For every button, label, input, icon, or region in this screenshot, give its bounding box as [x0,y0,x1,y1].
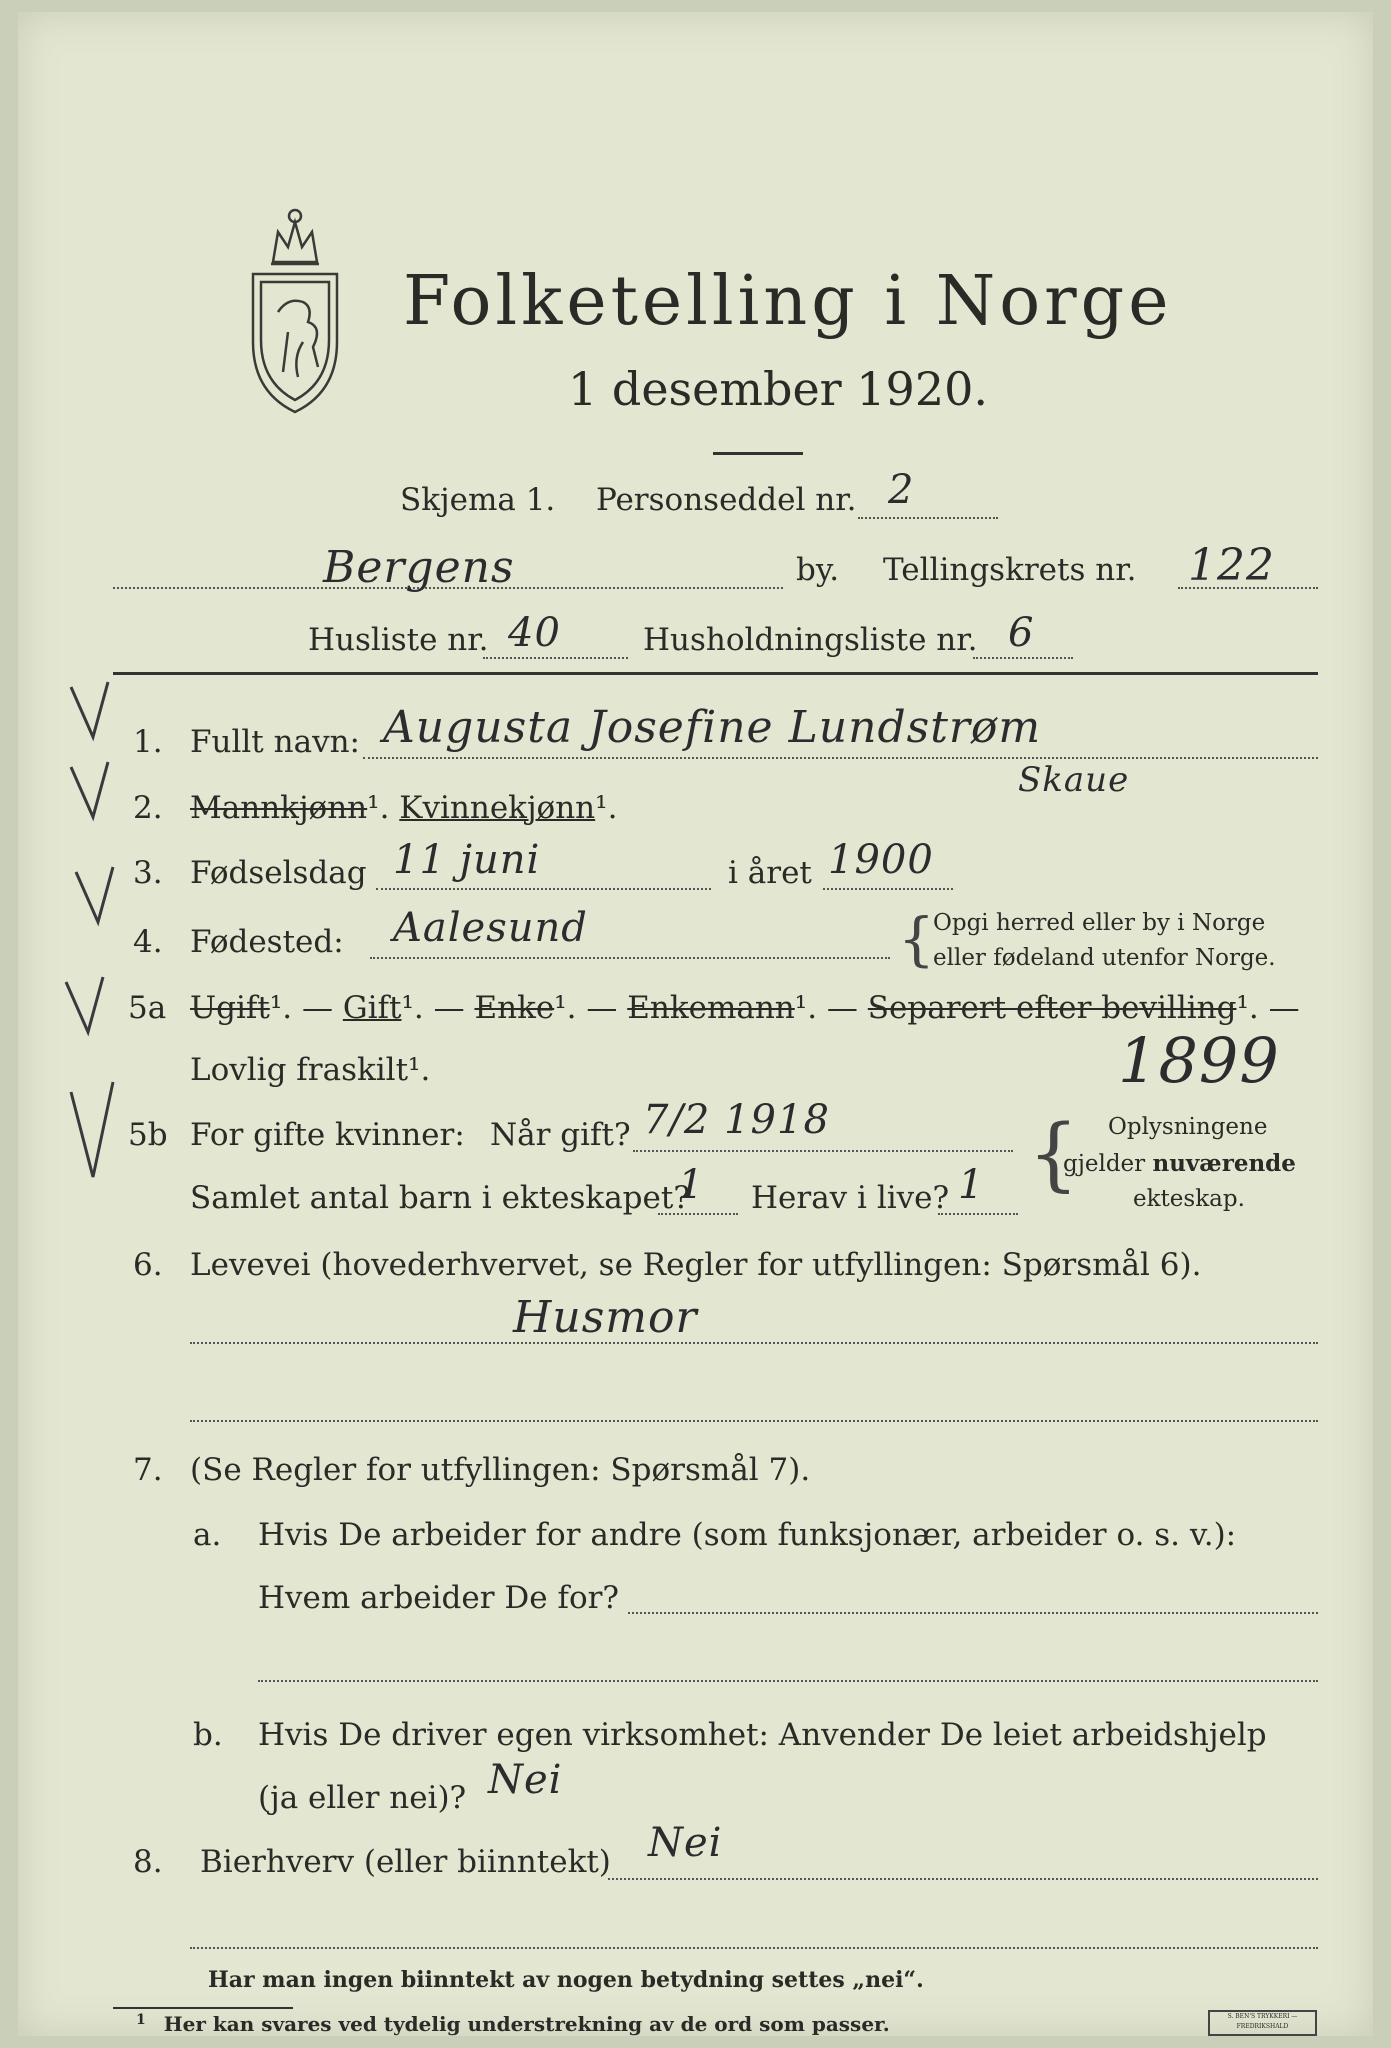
status-gift[interactable]: Gift [342,990,402,1026]
husliste-line [483,657,628,659]
q4-note-2: eller fødeland utenfor Norge. [933,945,1276,971]
check-mark-icon [63,1077,133,1187]
check-mark-icon [63,677,133,747]
q6-line [190,1342,1318,1344]
children-line [658,1213,738,1215]
q7a-question: Hvem arbeider De for? [258,1580,620,1616]
tellingskrets-label: Tellingskrets nr. [883,552,1137,588]
side-income-value[interactable]: Nei [648,1820,723,1866]
q5b-note-1: Oplysningene [1108,1114,1268,1140]
q6-line-2 [190,1420,1318,1422]
married-when-label: Når gift? [490,1117,631,1153]
check-mark-icon [58,972,128,1042]
married-when-line [633,1150,1013,1152]
q7b-number: b. [193,1717,223,1753]
q4-note-1: Opgi herred eller by i Norge [933,910,1266,936]
q3-label: Fødselsdag [190,855,367,891]
status-enkemann[interactable]: Enkemann [627,990,795,1026]
q4-line [370,957,890,959]
status-enke[interactable]: Enke [474,990,555,1026]
year-label: i året [728,855,812,891]
married-when-value[interactable]: 7/2 1918 [643,1097,830,1143]
norway-coat-of-arms-icon [233,202,358,417]
footnote-rule [113,2007,293,2009]
q7-number: 7. [133,1452,163,1488]
q1-number: 1. [133,724,163,760]
alive-line [938,1213,1018,1215]
footer-note: Har man ingen biinntekt av nogen betydning settes „nei“. [208,1967,924,1993]
personseddel-label: Personseddel nr. [596,482,857,518]
q7a-line [628,1612,1318,1614]
q7b-question: (ja eller nei)? [258,1780,467,1816]
gender-female[interactable]: Kvinnekjønn [399,790,596,826]
q5a-number: 5a [128,990,167,1026]
occupation-value[interactable]: Husmor [513,1292,698,1343]
q6-number: 6. [133,1247,163,1283]
section-rule [113,672,1318,675]
children-label: Samlet antal barn i ekteskapet? [190,1180,690,1216]
husholdning-line [973,657,1073,659]
q5b-note-3: ekteskap. [1133,1186,1245,1212]
check-mark-icon [68,862,138,932]
q7a-label: Hvis De arbeider for andre (som funksjonær, arbeider o. s. v.): [258,1517,1237,1553]
by-label: by. [796,552,840,588]
tellingskrets-value[interactable]: 122 [1188,540,1275,591]
q1-label: Fullt navn: [190,724,360,760]
q8-label: Bierhverv (eller biinntekt) [200,1844,611,1880]
form-title: Folketelling i Norge [403,262,1173,341]
q1-line [363,757,1318,759]
husliste-label: Husliste nr. [308,622,489,658]
q2-options: Mannkjønn¹. Kvinnekjønn¹. [190,790,618,826]
full-name-addition[interactable]: Skaue [1018,760,1130,800]
alive-label: Herav i live? [751,1180,950,1216]
q4-number: 4. [133,924,163,960]
q5a-fraskilt: Lovlig fraskilt¹. [190,1052,431,1088]
q5b-label: For gifte kvinner: [190,1117,465,1153]
personseddel-value[interactable]: 2 [888,467,915,513]
birth-year-value[interactable]: 1900 [828,837,934,883]
printer-stamp: S. BEN'S TRYKKERI — FREDRIKSHALD [1208,2010,1317,2036]
status-separert[interactable]: Separert efter bevilling [867,990,1237,1026]
personseddel-line [858,517,998,519]
birthday-value[interactable]: 11 juni [393,837,541,883]
husholdning-value[interactable]: 6 [1008,610,1035,656]
full-name-value[interactable]: Augusta Josefine Lundstrøm [383,702,1042,753]
schema-label: Skjema 1. [400,482,556,518]
q5a-options: Ugift¹. — Gift¹. — Enke¹. — Enkemann¹. — Separert efter bevilling¹. — [190,990,1300,1026]
husliste-value[interactable]: 40 [508,610,561,656]
q7b-value[interactable]: Nei [488,1757,563,1803]
children-value[interactable]: 1 [678,1162,705,1208]
status-fraskilt[interactable]: Lovlig fraskilt [190,1052,409,1088]
q4-brace: { [898,905,935,973]
q4-label: Fødested: [190,924,344,960]
gender-male[interactable]: Mannkjønn [190,790,368,826]
birthplace-value[interactable]: Aalesund [393,905,588,951]
q7a-number: a. [193,1517,222,1553]
q3-line [376,888,711,890]
q5b-number: 5b [128,1117,168,1153]
q7-label: (Se Regler for utfyllingen: Spørsmål 7). [190,1452,811,1488]
q5b-note-2: gjelder nuværende [1063,1150,1296,1177]
q2-number: 2. [133,790,163,826]
footnote: $^1$ Her kan svares ved tydelig understrekning av de ord som passer. [136,2012,890,2036]
status-ugift[interactable]: Ugift [190,990,270,1026]
q3-number: 3. [133,855,163,891]
census-date: 1 desember 1920. [568,362,988,416]
alive-value[interactable]: 1 [958,1162,985,1208]
q8-number: 8. [133,1844,163,1880]
q8-line [608,1878,1318,1880]
check-mark-icon [63,757,133,827]
year-line [823,888,953,890]
q6-label: Levevei (hovederhvervet, se Regler for utfyllingen: Spørsmål 6). [190,1247,1202,1283]
q8-line-2 [190,1947,1318,1949]
margin-year-note: 1899 [1118,1024,1280,1097]
q7a-line-2 [258,1680,1318,1682]
title-rule [713,452,803,455]
q7b-label: Hvis De driver egen virksomhet: Anvender De leiet arbeidshjelp [258,1717,1267,1753]
husholdning-label: Husholdningsliste nr. [643,622,978,658]
q5b-brace: { [1028,1107,1079,1200]
census-form [18,12,1373,2036]
city-value[interactable]: Bergens [323,542,515,593]
